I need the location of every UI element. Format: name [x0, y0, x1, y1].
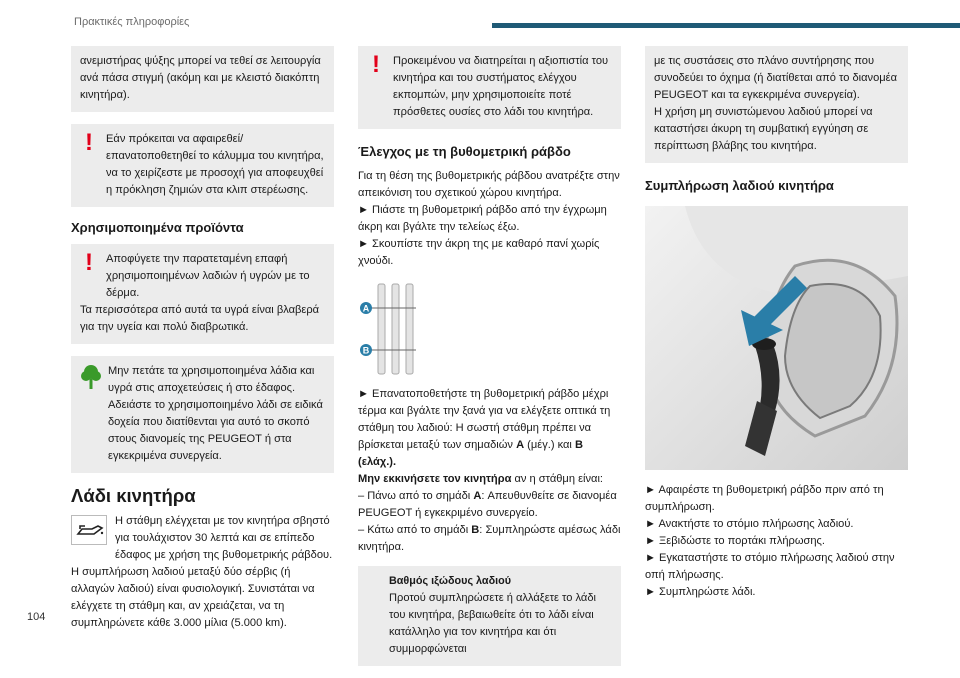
tree-icon: [80, 363, 102, 391]
header-accent-bar: [492, 23, 960, 28]
below-b-post: : Συμπληρώστε αμέσως λάδι κινητήρα.: [358, 524, 621, 553]
column-2: [358, 46, 621, 678]
no-start-bold: Μην εκκινήσετε τον κινητήρα: [358, 473, 512, 485]
dipstick-mark-b: B: [362, 345, 370, 356]
warning-exclamation-icon: !: [85, 249, 93, 276]
section-header: Πρακτικές πληροφορίες: [74, 16, 190, 28]
dipstick-step-3: [358, 386, 621, 471]
hood-warning-text: Εάν πρόκειται να αφαιρεθεί/ επανατοποθετηθεί το κάλυμμα του κινητήρα, να το χειρίζεστε με προσοχή για αποφευχθεί η πρόκληση ζημιών στα κλιπ στερέωσης.: [106, 133, 324, 196]
step3-text-a: ► Επανατοποθετήστε τη βυθομετρική ράβδο μέχρι τέρμα και βγάλτε την ξανά για να ελέγξετε οπτικά τη στάθμη του λαδιού: Η σωστή στάθμη πρέπει να βρίσκεται μεταξύ των σημαδιών: [358, 388, 611, 451]
info-marker-icon: [367, 573, 381, 599]
above-a-line: [358, 488, 621, 522]
dipstick-step-2: ► Σκουπίστε την άκρη της με καθαρό πανί χωρίς χνούδι.: [358, 238, 600, 267]
below-b-line: [358, 522, 621, 556]
warranty-text: Η χρήση μη συνιστώμενου λαδιού μπορεί να καταστήσει άκυρη τη συμβατική εγγύηση σε περίπτωση βλάβης του κινητήρα.: [654, 106, 873, 152]
above-a-label: A: [473, 490, 482, 502]
oil-consumption-text: Η συμπλήρωση λαδιού μεταξύ δύο σέρβις (ή αλλαγών λαδιού) είναι φυσιολογική. Συνιστάται να ελέγχετε τη στάθμη και, αν χρειάζεται, να τη συμπληρώνετε κάθε 3.000 μίλια (5.000 km).: [71, 566, 315, 629]
dipstick-intro: Για τη θέση της βυθομετρικής ράβδου ανατρέξτε στην απεικόνιση του σχετικού χώρου κινητήρα.: [358, 170, 620, 199]
column-1: [71, 46, 334, 632]
below-b-label: B: [471, 524, 480, 536]
intro-text: ανεμιστήρας ψύξης μπορεί να τεθεί σε λειτουργία ανά πάσα στιγμή (ακόμη και με κλειστό διακόπτη κινητήρα).: [80, 55, 321, 101]
above-a-pre: – Πάνω από το σημάδι: [358, 490, 471, 502]
dipstick-step-1: ► Πιάστε τη βυθομετρική ράβδο από την έγχρωμη άκρη και βγάλτε την τελείως έξω.: [358, 204, 607, 233]
column-3: [645, 46, 908, 601]
warning-exclamation-icon: !: [372, 51, 380, 78]
mark-a-label: A: [516, 439, 525, 451]
reliability-warning-text: Προκειμένου να διατηρείται η αξιοπιστία του κινητήρα και του συστήματος ελέγχου εκπομπών, μην χρησιμοποιείτε ποτέ πρόσθετες ουσίες στο λάδι του κινητήρα.: [393, 55, 609, 118]
oil-grade-text: Προτού συμπληρώσετε ή αλλάξετε το λάδι του κινητήρα, βεβαιωθείτε ότι το λάδι είναι κατάλληλο για τον κινητήρα και ότι συμμορφώνεται: [389, 592, 596, 655]
step3-text-b: (μέγ.) και: [527, 439, 572, 451]
contact-warning-text: Αποφύγετε την παρατεταμένη επαφή χρησιμοποιημένων λαδιών ή υγρών με το δέρμα.: [106, 253, 310, 299]
eco-note-box: [71, 356, 334, 473]
no-start-tail: αν η στάθμη είναι:: [514, 473, 603, 485]
oil-check-text: Η στάθμη ελέγχεται με τον κινητήρα σβηστό για τουλάχιστον 30 λεπτά και σε επίπεδο έδαφος με χρήση της βυθομετρικής ράβδου.: [115, 515, 333, 561]
page-number: 104: [27, 611, 46, 623]
intro-box: [71, 46, 334, 112]
below-b-pre: – Κάτω από το σημάδι: [358, 524, 469, 536]
dipstick-mark-a: A: [362, 303, 370, 314]
oil-can-icon: [71, 515, 107, 545]
topup-title: Συμπλήρωση λαδιού κινητήρα: [645, 178, 834, 193]
mark-b-label: B (ελάχ.).: [358, 439, 584, 468]
dipstick-title: Έλεγχος με τη βυθομετρική ράβδο: [358, 144, 571, 159]
hood-warning-box: [71, 124, 334, 207]
dipstick-illustration: [358, 280, 478, 376]
above-a-post: : Απευθυνθείτε σε διανομέα PEUGEOT ή εγκεκριμένο συνεργείο.: [358, 490, 617, 519]
engine-filler-photo: [645, 206, 908, 470]
contact-warning-box: [71, 244, 334, 344]
topup-step-2: ► Ανακτήστε το στόμιο πλήρωσης λαδιού.: [645, 518, 854, 530]
topup-step-3: ► Ξεβιδώστε το πορτάκι πλήρωσης.: [645, 535, 825, 547]
warning-exclamation-icon: !: [85, 129, 93, 156]
used-products-title: Χρησιμοποιημένα προϊόντα: [71, 220, 244, 235]
topup-step-4: ► Εγκαταστήστε το στόμιο πλήρωσης λαδιού στην οπή πλήρωσης.: [645, 552, 895, 581]
topup-step-1: ► Αφαιρέστε τη βυθομετρική ράβδο πριν από τη συμπλήρωση.: [645, 484, 884, 513]
topup-step-5: ► Συμπληρώστε λάδι.: [645, 586, 756, 598]
eco-note-text: Μην πετάτε τα χρησιμοποιημένα λάδια και υγρά στις αποχετεύσεις ή στο έδαφος. Αδειάστε το χρησιμοποιημένο λάδι σε ειδικά δοχεία που διατίθενται για αυτό το σκοπό στους διανομείς της PEUGEOT ή στα εγκεκριμένα συνεργεία.: [108, 365, 323, 462]
grade-continued-text: με τις συστάσεις στο πλάνο συντήρησης που συνοδεύει το όχημα (ή διατίθεται από το διανομέα PEUGEOT και τα εγκεκριμένα συνεργεία).: [654, 55, 898, 101]
no-start-line: [358, 471, 621, 488]
oil-grade-title: Βαθμός ιξώδους λαδιού: [389, 575, 511, 587]
grade-continued-box: [645, 46, 908, 163]
contact-warning-text-2: Τα περισσότερα από αυτά τα υγρά είναι βλαβερά για την υγεία και πολύ διαβρωτικά.: [80, 304, 320, 333]
oil-grade-box: [358, 566, 621, 666]
engine-oil-title: Λάδι κινητήρα: [71, 485, 196, 506]
reliability-warning-box: [358, 46, 621, 129]
